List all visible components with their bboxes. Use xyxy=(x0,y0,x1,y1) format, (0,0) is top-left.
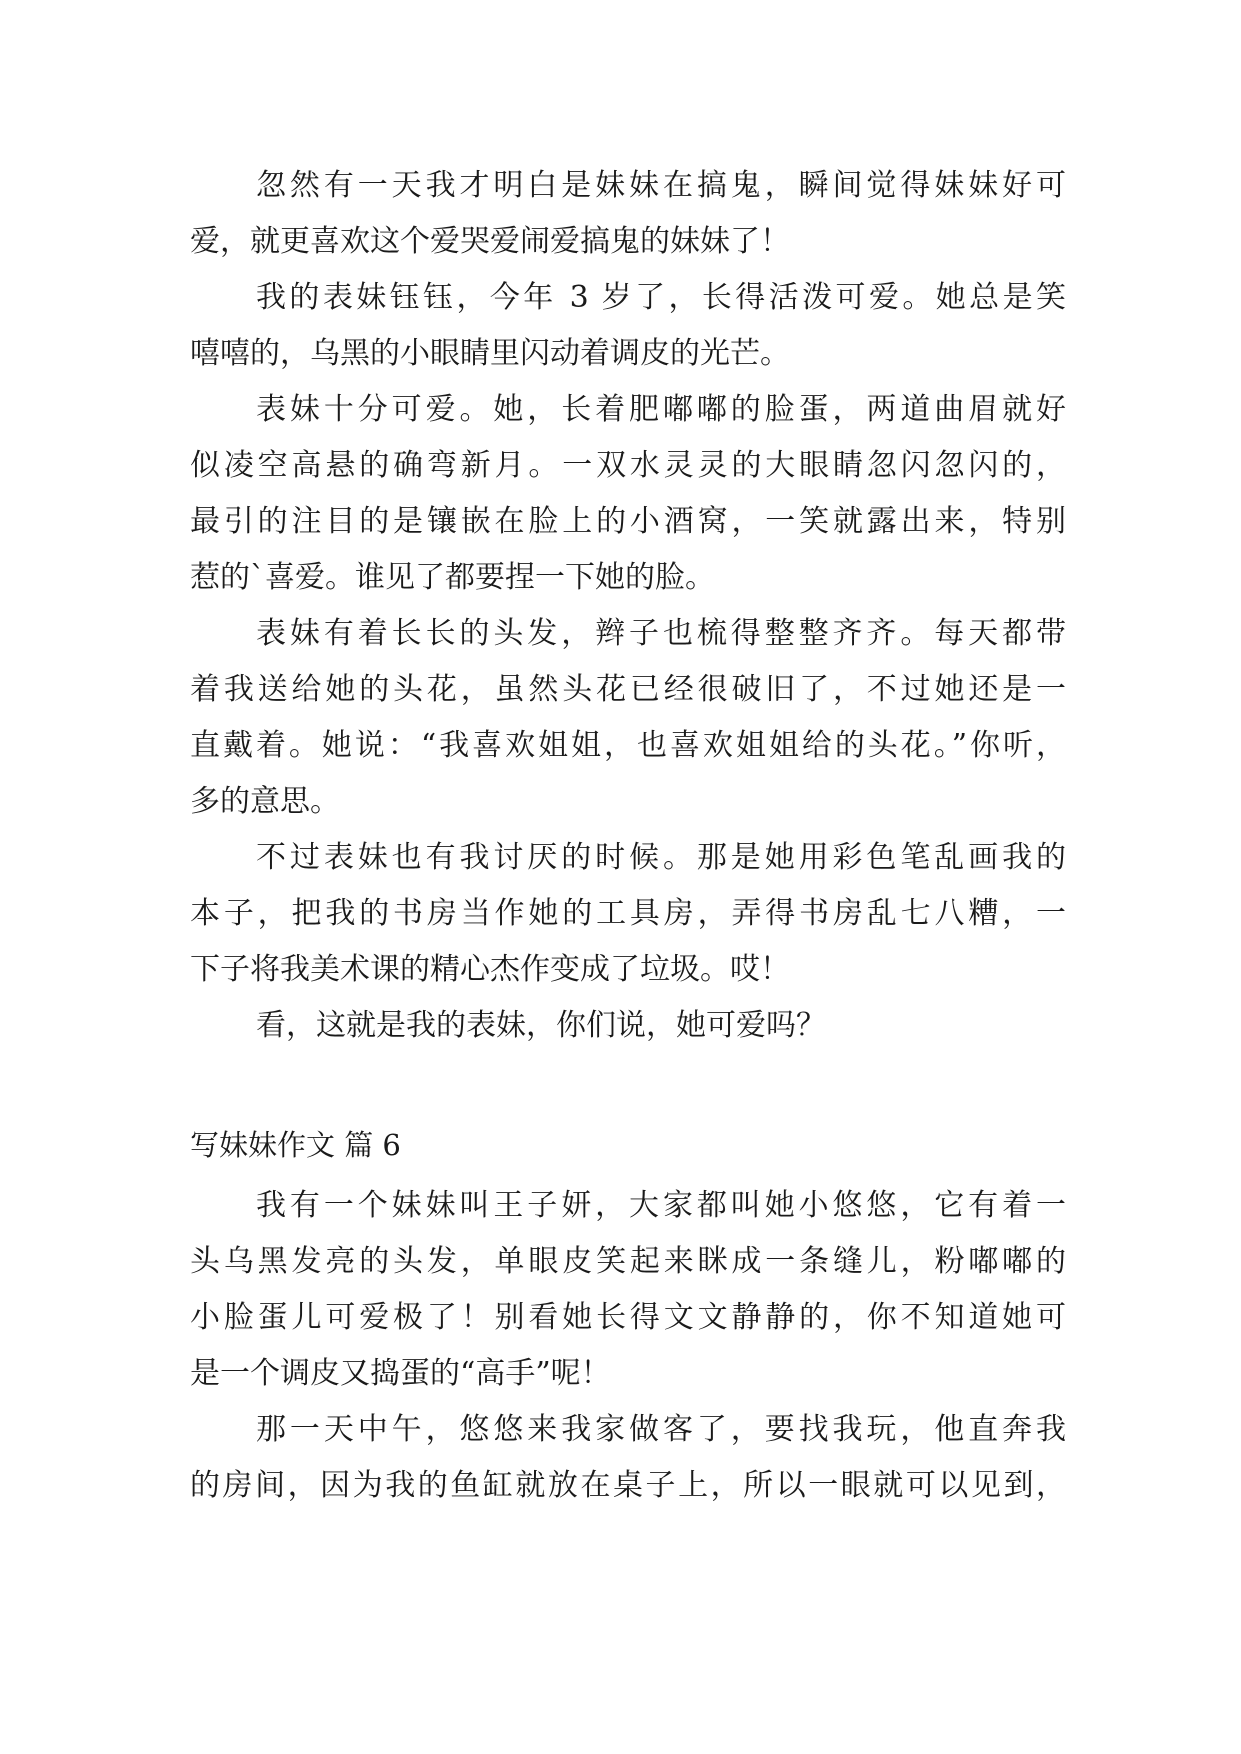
text-line: 忽然有一天我才明白是妹妹在搞鬼，瞬间觉得妹妹好可 xyxy=(256,168,1066,203)
text-line: 直戴着。她说：“我喜欢姐姐，也喜欢姐姐给的头花。”你听， xyxy=(190,728,1066,763)
text-line: 嘻嘻的，乌黑的小眼睛里闪动着调皮的光芒。 xyxy=(190,336,790,371)
text-line: 本子，把我的书房当作她的工具房，弄得书房乱七八糟，一 xyxy=(190,896,1066,931)
text-line: 多的意思。 xyxy=(190,784,340,819)
text-line: 我的表妹钰钰，今年 3 岁了，长得活泼可爱。她总是笑 xyxy=(256,280,1066,315)
text-line: 看，这就是我的表妹，你们说，她可爱吗？ xyxy=(256,1008,826,1043)
text-line: 那一天中午，悠悠来我家做客了，要找我玩，他直奔我 xyxy=(256,1412,1066,1447)
text-line: 着我送给她的头花，虽然头花已经很破旧了，不过她还是一 xyxy=(190,672,1066,707)
text-line: 最引的注目的是镶嵌在脸上的小酒窝，一笑就露出来，特别 xyxy=(190,504,1066,539)
text-line: 表妹有着长长的头发，辫子也梳得整整齐齐。每天都带 xyxy=(256,616,1066,651)
text-line: 表妹十分可爱。她，长着肥嘟嘟的脸蛋，两道曲眉就好 xyxy=(256,392,1066,427)
text-line: 的房间，因为我的鱼缸就放在桌子上，所以一眼就可以见到， xyxy=(190,1468,1066,1503)
text-line: 小脸蛋儿可爱极了！别看她长得文文静静的，你不知道她可 xyxy=(190,1300,1066,1335)
text-line: 是一个调皮又捣蛋的“高手”呢！ xyxy=(190,1356,611,1391)
text-line: 不过表妹也有我讨厌的时候。那是她用彩色笔乱画我的 xyxy=(256,840,1066,875)
text-line: 似凌空高悬的确弯新月。一双水灵灵的大眼睛忽闪忽闪的， xyxy=(190,448,1066,483)
text-line: 惹的`喜爱。谁见了都要捏一下她的脸。 xyxy=(190,560,715,595)
section-heading: 写妹妹作文 篇 6 xyxy=(190,1128,401,1162)
text-line: 头乌黑发亮的头发，单眼皮笑起来眯成一条缝儿，粉嘟嘟的 xyxy=(190,1244,1066,1279)
text-line: 我有一个妹妹叫王子妍，大家都叫她小悠悠，它有着一 xyxy=(256,1188,1066,1223)
text-line: 下子将我美术课的精心杰作变成了垃圾。哎！ xyxy=(190,952,790,987)
text-line: 爱，就更喜欢这个爱哭爱闹爱搞鬼的妹妹了！ xyxy=(190,224,790,259)
